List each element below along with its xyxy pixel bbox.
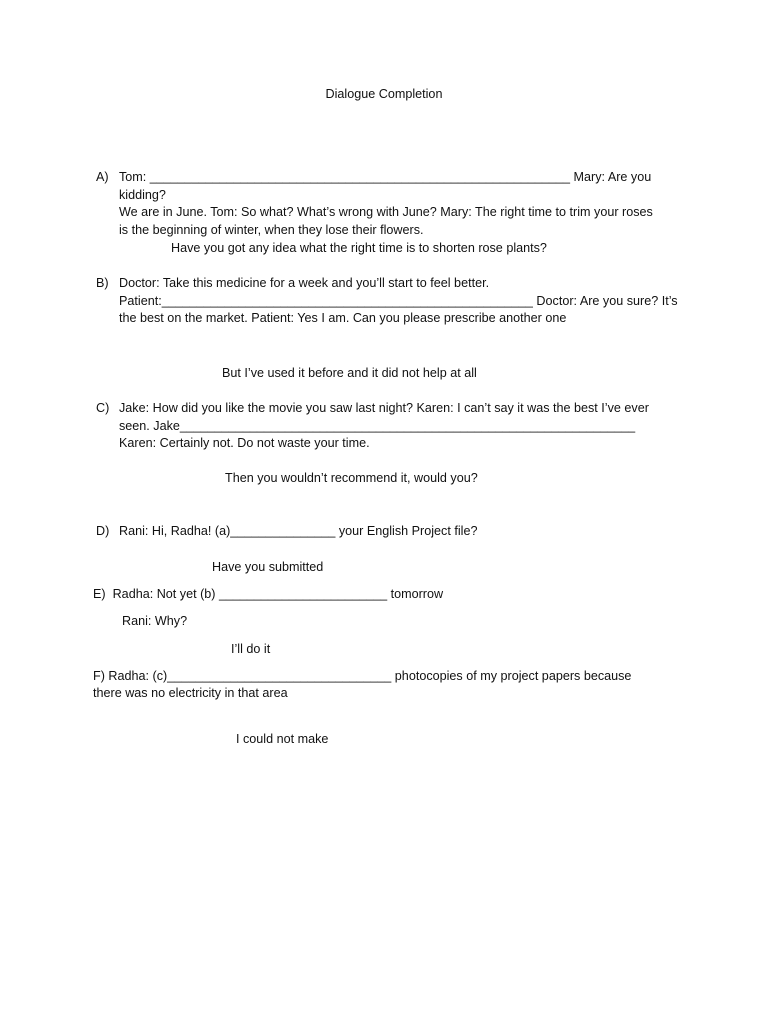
- question-e-reply: Rani: Why?: [122, 614, 188, 628]
- answer-b: But I’ve used it before and it did not help at all: [222, 366, 477, 380]
- question-d: [96, 523, 699, 541]
- question-b-line-2: Patient:_____________________________________________________ Doctor: Are you sure? It’s: [119, 293, 678, 308]
- question-a-line-2: We are in June. Tom: So what? What’s wrong with June? Mary: The right time to trim your roses: [119, 205, 653, 219]
- question-e-line-1: E) Radha: Not yet (b) ________________________ tomorrow: [93, 587, 444, 601]
- question-a-line-1: Tom: ____________________________________________________________ Mary: Are you kidding?: [119, 170, 655, 202]
- question-a-marker: A): [96, 170, 109, 184]
- answer-a: Have you got any idea what the right time is to shorten rose plants?: [171, 241, 547, 255]
- question-b-line-3: the best on the market. Patient: Yes I am. Can you please prescribe another one: [119, 311, 567, 325]
- answer-d: Have you submitted: [212, 560, 324, 574]
- question-f-line-1: F) Radha: (c)________________________________ photocopies of my project papers because: [93, 669, 632, 683]
- question-a: [96, 169, 699, 239]
- question-a-line-3: is the beginning of winter, when they lose their flowers.: [119, 222, 424, 237]
- question-b-marker: B): [96, 276, 109, 290]
- answer-f: I could not make: [236, 732, 329, 746]
- question-b-line-1: Doctor: Take this medicine for a week and you’ll start to feel better.: [119, 276, 490, 290]
- question-b: [96, 275, 699, 328]
- question-d-line-1: Rani: Hi, Radha! (a)_______________ your English Project file?: [119, 524, 478, 538]
- question-c-line-1: Jake: How did you like the movie you saw last night? Karen: I can’t say it was the best I’ve ever: [119, 401, 649, 415]
- question-d-marker: D): [96, 524, 110, 538]
- page-title: Dialogue Completion: [325, 87, 443, 101]
- answer-c: Then you wouldn’t recommend it, would you?: [225, 471, 478, 485]
- answer-e: I’ll do it: [231, 642, 271, 656]
- question-c: [96, 400, 699, 453]
- question-c-line-2: seen. Jake_________________________________________________________________: [119, 418, 636, 433]
- question-c-line-3: Karen: Certainly not. Do not waste your time.: [119, 436, 370, 450]
- question-f-line-2: there was no electricity in that area: [93, 686, 288, 700]
- question-c-marker: C): [96, 401, 110, 415]
